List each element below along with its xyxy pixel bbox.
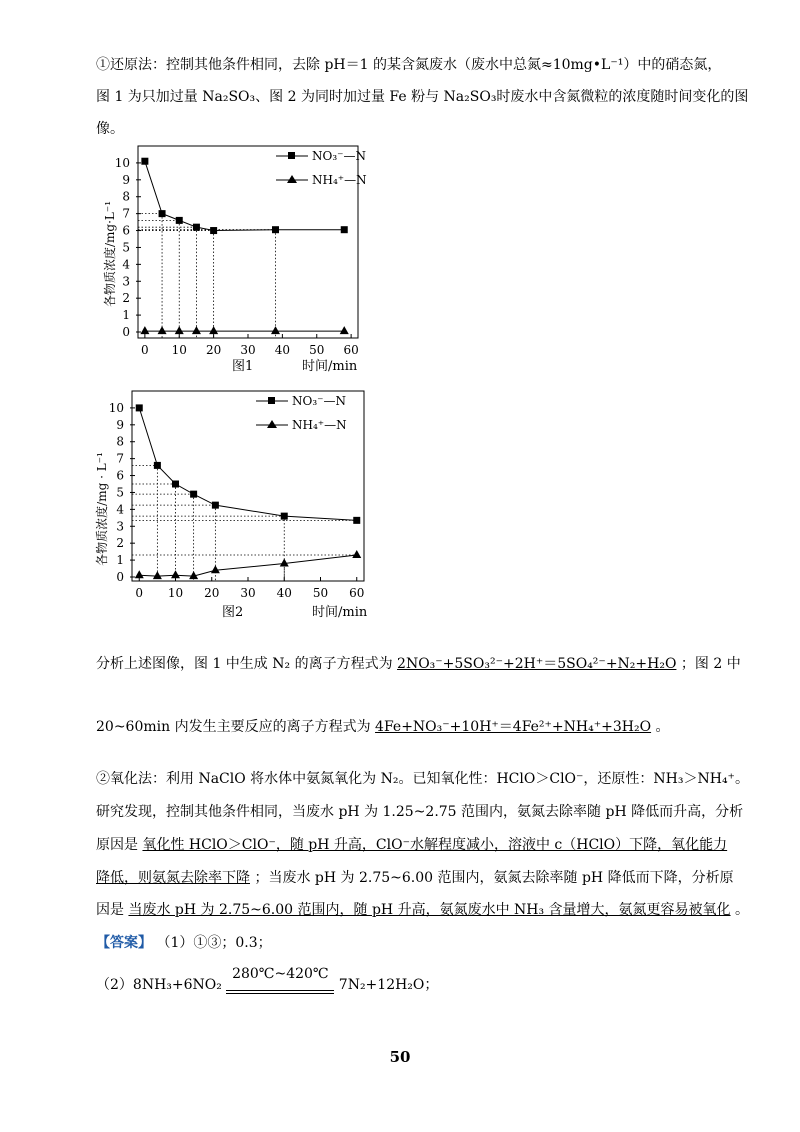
y-tick-label: 8: [116, 434, 124, 449]
data-point-square: [353, 517, 360, 524]
y-tick-label: 9: [116, 417, 124, 432]
x-tick-label: 40: [274, 343, 291, 357]
legend-triangle-marker: [267, 420, 277, 428]
figure-caption: 图1: [232, 359, 254, 374]
data-point-triangle: [135, 570, 144, 578]
answer-text: 7N₂+12H₂O；: [338, 977, 439, 993]
intro-line-2: 图 1 为只加过量 Na₂SO₃、图 2 为同时加过量 Fe 粉与 Na₂SO₃时废水中含氮微粒的浓度随时间变化的图: [96, 89, 749, 105]
question-text: 20~60min 内发生主要反应的离子方程式为: [96, 719, 371, 735]
y-tick-label: 3: [116, 519, 124, 534]
data-point-triangle: [211, 565, 220, 573]
data-point-square: [272, 226, 279, 233]
x-tick-label: 30: [240, 586, 256, 600]
x-tick-label: 50: [312, 586, 329, 600]
x-tick-label: 10: [167, 586, 184, 600]
y-tick-label: 7: [122, 206, 130, 221]
y-tick-label: 5: [116, 485, 124, 500]
y-tick-label: 10: [108, 400, 124, 415]
y-tick-label: 5: [122, 240, 130, 255]
answer-reason-1-cont: 降低，则氨氮去除率下降: [96, 870, 250, 886]
data-point-triangle: [171, 570, 180, 578]
answer-line-1: [96, 932, 272, 952]
data-point-triangle: [280, 558, 289, 566]
oxidation-line-5: [96, 899, 749, 919]
legend-square-marker: [268, 397, 275, 404]
answer-reason-1: 氧化性 HClO＞ClO⁻，随 pH 升高，ClO⁻水解程度减小，溶液中 c（HClO）下降，氧化能力: [142, 837, 728, 853]
analysis-line-1: [96, 653, 741, 673]
x-tick-label: 20: [205, 343, 222, 357]
reaction-condition: 280℃~420℃: [232, 966, 329, 982]
question-text: 原因是: [96, 837, 138, 853]
data-point-square: [341, 226, 348, 233]
x-tick-label: 0: [141, 343, 149, 357]
legend-triangle-marker: [287, 175, 297, 183]
reaction-condition-arrow: [226, 966, 334, 994]
y-tick-label: 4: [122, 257, 130, 272]
question-text: ；当废水 pH 为 2.75~6.00 范围内，氨氮去除率随 pH 降低而下降，分析原: [254, 870, 734, 886]
data-point-square: [193, 224, 200, 231]
answer-text: （2）8NH₃+6NO₂: [96, 977, 222, 993]
y-tick-label: 2: [122, 291, 130, 306]
data-point-square: [154, 462, 161, 469]
data-point-triangle: [271, 326, 280, 334]
data-point-triangle: [140, 326, 149, 334]
x-tick-label: 10: [171, 343, 187, 357]
answer-tag: 【答案】: [96, 935, 152, 951]
data-point-square: [190, 491, 197, 498]
intro-line-1: ①还原法：控制其他条件相同，去除 pH＝1 的某含氮废水（废水中总氮≈10mg•L⁻¹）中的硝态氮，: [96, 57, 722, 73]
data-point-square: [136, 404, 143, 411]
legend-label-no3: NO₃⁻—N: [292, 394, 346, 408]
data-point-triangle: [352, 550, 361, 558]
data-point-triangle: [192, 326, 201, 334]
x-axis-label: 时间/min: [302, 359, 358, 374]
question-text: 。: [735, 902, 749, 918]
question-text: 分析上述图像，图 1 中生成 N₂ 的离子方程式为: [96, 656, 393, 672]
x-tick-label: 0: [135, 586, 144, 600]
y-tick-label: 0: [116, 570, 124, 584]
data-point-triangle: [158, 326, 167, 334]
data-point-square: [159, 210, 166, 217]
oxidation-line-1: ②氧化法：利用 NaClO 将水体中氨氮氧化为 N₂。已知氧化性：HClO＞ClO⁻，还原性：NH₃＞NH₄⁺。: [96, 771, 749, 787]
answer-line-2: [96, 966, 439, 994]
question-text: 因是: [96, 902, 124, 918]
question-text: 。: [655, 719, 670, 735]
data-point-square: [172, 481, 179, 488]
oxidation-line-4: [96, 867, 734, 887]
y-tick-label: 4: [116, 502, 124, 517]
data-point-triangle: [175, 326, 184, 334]
series-line: [145, 161, 344, 230]
series-line: [139, 555, 357, 576]
legend: [256, 394, 347, 432]
x-tick-label: 60: [343, 343, 359, 357]
legend-square-marker: [288, 152, 295, 159]
y-tick-label: 8: [122, 189, 130, 204]
oxidation-line-3: [96, 834, 727, 854]
data-point-square: [141, 158, 148, 165]
y-tick-label: 10: [114, 155, 130, 170]
x-tick-label: 20: [204, 586, 220, 600]
y-tick-label: 2: [116, 536, 124, 551]
x-tick-label: 60: [349, 586, 365, 600]
x-axis-label: 时间/min: [312, 605, 368, 620]
figure-2-chart: [90, 385, 380, 625]
legend-label-nh4: NH₄⁺—N: [312, 173, 367, 187]
data-point-triangle: [153, 571, 162, 579]
answer-reason-2: 当废水 pH 为 2.75~6.00 范围内，随 pH 升高，氨氮废水中 NH₃ 含量增大，氨氮更容易被氧化: [128, 902, 731, 918]
answer-equation-fig1: 2NO₃⁻+5SO₃²⁻+2H⁺＝5SO₄²⁻+N₂+H₂O: [397, 656, 677, 672]
y-tick-label: 7: [116, 451, 124, 466]
y-tick-label: 9: [122, 172, 130, 187]
data-point-square: [281, 513, 288, 520]
legend-label-no3: NO₃⁻—N: [312, 149, 366, 163]
y-axis-label: 各物质浓度/mg · L⁻¹: [95, 452, 109, 566]
page-number: 50: [389, 1048, 411, 1066]
y-tick-label: 3: [122, 274, 130, 289]
y-tick-label: 1: [116, 553, 124, 568]
data-point-square: [176, 217, 183, 224]
intro-line-3: 像。: [96, 121, 124, 137]
legend-label-nh4: NH₄⁺—N: [292, 418, 347, 432]
data-point-triangle: [209, 326, 218, 334]
figure-1-chart: [90, 140, 380, 375]
data-point-triangle: [340, 326, 349, 334]
question-text: ；图 2 中: [680, 656, 741, 672]
y-tick-label: 6: [116, 468, 124, 483]
answer-equation-fig2: 4Fe+NO₃⁻+10H⁺＝4Fe²⁺+NH₄⁺+3H₂O: [375, 719, 652, 735]
data-point-square: [212, 502, 219, 509]
y-axis-label: 各物质浓度/mg·L⁻¹: [103, 200, 117, 308]
oxidation-line-2: 研究发现，控制其他条件相同，当废水 pH 为 1.25~2.75 范围内，氨氮去除率随 pH 降低而升高，分析: [96, 804, 744, 820]
y-tick-label: 0: [122, 325, 130, 339]
y-tick-label: 6: [122, 223, 130, 238]
x-tick-label: 50: [309, 343, 325, 357]
figure-caption: 图2: [222, 605, 244, 620]
data-point-square: [210, 227, 217, 234]
legend: [276, 149, 367, 187]
y-tick-label: 1: [122, 308, 130, 323]
x-tick-label: 30: [240, 343, 256, 357]
answer-text: （1）①③；0.3；: [156, 935, 272, 951]
analysis-line-2: [96, 716, 670, 736]
x-tick-label: 40: [276, 586, 292, 600]
